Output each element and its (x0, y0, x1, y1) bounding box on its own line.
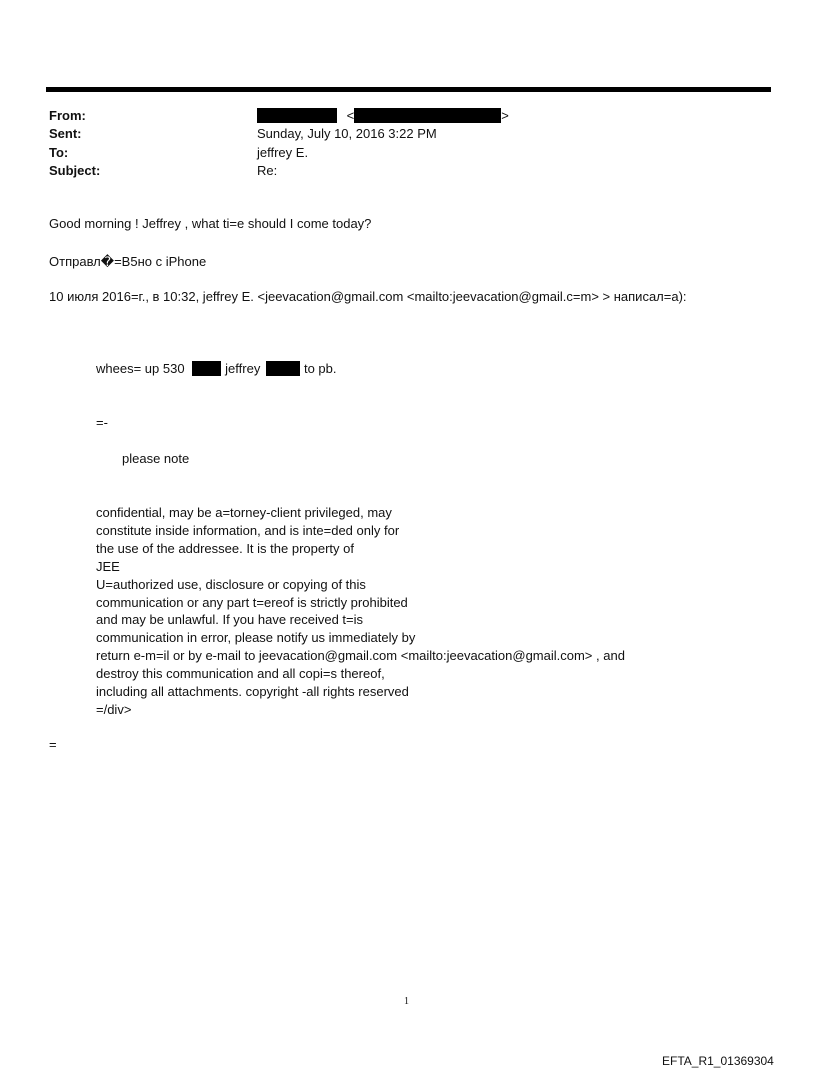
message-part-2: jeffrey (225, 361, 261, 376)
marker-line: =- (96, 415, 108, 430)
sent-from-line: Отправл�=B5но с iPhone (49, 254, 207, 269)
disclaimer-block (96, 504, 625, 719)
disclaimer-line: =/div> (96, 701, 132, 717)
message-part-1: whees= up 530 (96, 361, 185, 376)
disclaimer-line: including all attachments. copyright -all rights reserved (96, 684, 409, 700)
redaction-block (257, 108, 337, 123)
sent-value: Sunday, July 10, 2016 3:22 PM (257, 126, 437, 141)
disclaimer-line: and may be unlawful. If you have received t=is (96, 612, 364, 628)
document-id: EFTA_R1_01369304 (662, 1054, 774, 1068)
redaction-block (266, 361, 300, 376)
quote-intro-line: 10 июля 2016=г., в 10:32, jeffrey E. <jeevacation@gmail.com <mailto:jeevacation@gmail.c=m> > написал=а): (49, 289, 687, 304)
subject-label: Subject: (49, 163, 101, 178)
subject-value: Re: (257, 163, 278, 178)
from-lt: < (346, 108, 355, 123)
trailing-marker: = (49, 737, 57, 752)
greeting-line: Good morning ! Jeffrey , what ti=e should I come today? (49, 216, 372, 231)
message-part-3: to pb. (303, 361, 337, 376)
page-number: 1 (404, 996, 409, 1007)
from-label: From: (49, 108, 86, 123)
disclaimer-line: return e-m=il or by e-mail to jeevacation@gmail.com <mailto:jeevacation@gmail.com> , and (96, 648, 625, 664)
redaction-block (192, 361, 221, 376)
header-rule (46, 87, 771, 92)
from-value (257, 108, 509, 123)
disclaimer-line: communication in error, please notify us immediately by (96, 630, 416, 646)
please-note-line: please note (122, 451, 190, 466)
disclaimer-line: confidential, may be a=torney-client privileged, may (96, 505, 392, 520)
disclaimer-line: the use of the addressee. It is the property of (96, 540, 354, 556)
from-gt: > (501, 108, 509, 123)
to-value: jeffrey E. (257, 145, 309, 160)
redaction-block (354, 108, 501, 123)
disclaimer-line: destroy this communication and all copi=s thereof, (96, 666, 385, 682)
disclaimer-line: JEE (96, 558, 120, 574)
to-label: To: (49, 145, 69, 160)
disclaimer-line: constitute inside information, and is inte=ded only for (96, 522, 400, 538)
disclaimer-line: communication or any part t=ereof is strictly prohibited (96, 594, 408, 610)
sent-label: Sent: (49, 126, 82, 141)
disclaimer-line: U=authorized use, disclosure or copying of this (96, 576, 366, 592)
quoted-message (96, 361, 337, 376)
